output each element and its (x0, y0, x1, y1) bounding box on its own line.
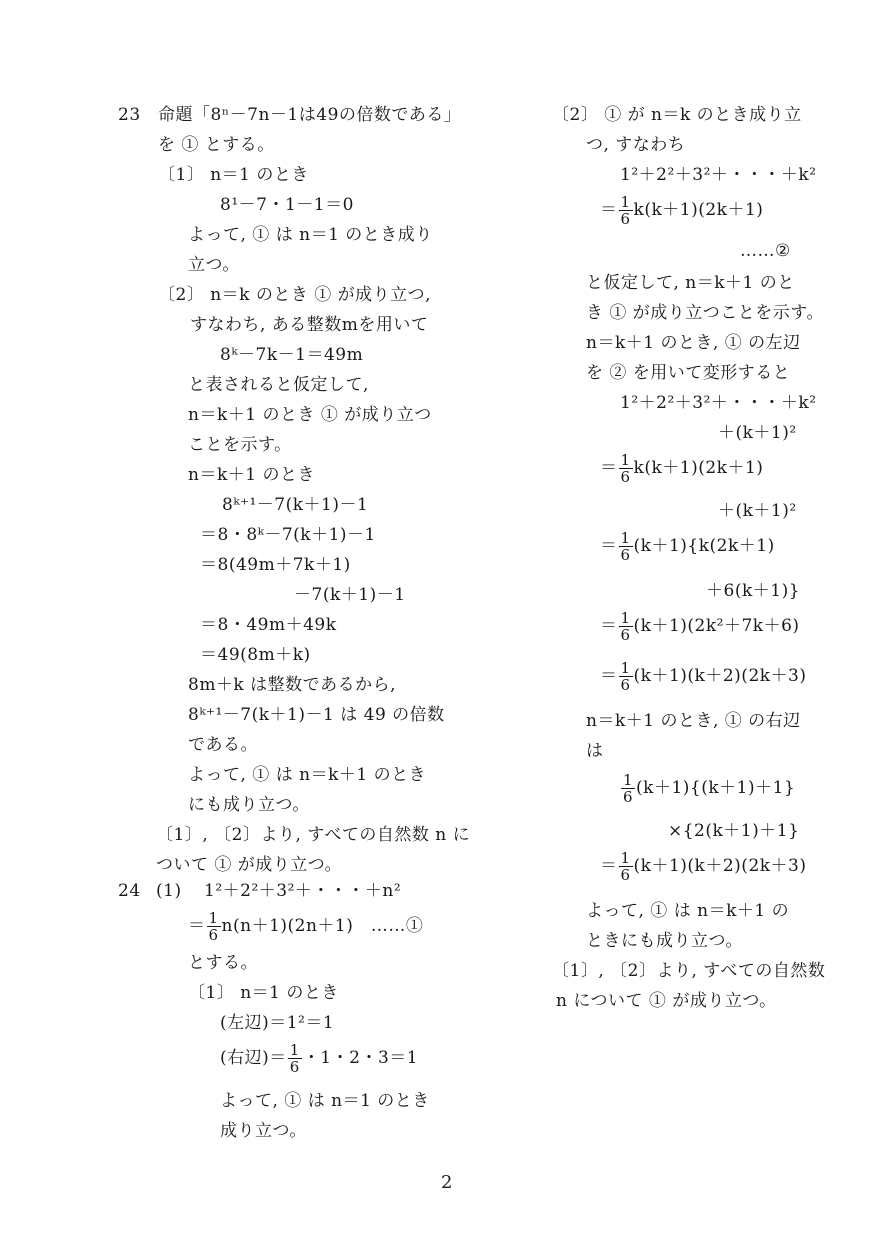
p23-line: 8ᵏ⁺¹－7(k＋1)－1 (222, 495, 369, 515)
p23-line: ＝8・49m＋49k (200, 615, 337, 635)
p24-line: (左辺)＝1²＝1 (220, 1013, 335, 1033)
p23-line: n＝k＋1 のとき (188, 465, 315, 485)
p23-line: ＝8・8ᵏ－7(k＋1)－1 (200, 525, 376, 545)
p23-line: である。 (188, 735, 258, 755)
p23-line: ＝8(49m＋7k＋1) (200, 555, 351, 575)
fraction-one-sixth: $\frac{1}{6}$ (289, 1041, 300, 1076)
p24r-line: ＋6(k＋1)} (706, 581, 801, 601)
fraction-one-sixth: $\frac{1}{6}$ (620, 451, 631, 486)
p24-line: ・1・2・3＝1 (302, 1048, 419, 1068)
p24r-frac-line (600, 194, 763, 227)
equals: ＝ (188, 916, 206, 936)
p24-line: とする。 (188, 953, 258, 973)
problem-24-number: 24 (118, 881, 141, 901)
fraction-one-sixth: $\frac{1}{6}$ (620, 849, 631, 884)
p24r-line: ＋(k＋1)² (718, 501, 797, 521)
fraction-one-sixth: $\frac{1}{6}$ (620, 529, 631, 564)
p24r-line: は (586, 741, 604, 761)
p24r-line: n について ① が成り立つ。 (556, 991, 777, 1011)
p24r-line: (k＋1)(k＋2)(2k＋3) (633, 856, 807, 876)
p24r-frac-line (600, 660, 807, 693)
p23-line: 〔1〕, 〔2〕より, すべての自然数 n に (156, 825, 471, 845)
fraction-one-sixth: $\frac{1}{6}$ (620, 609, 631, 644)
p24r-line: (k＋1){k(2k＋1) (633, 536, 775, 556)
p24r-line: k(k＋1)(2k＋1) (633, 458, 764, 478)
p23-line: 命題「8ⁿ－7n－1は49の倍数である」 (158, 105, 462, 125)
p24-part-label: (1) (156, 881, 182, 901)
p24r-line: 1²＋2²＋3²＋・・・＋k² (620, 165, 817, 185)
p23-line: すなわち, ある整数mを用いて (190, 315, 429, 335)
p24r-line: ときにも成り立つ。 (586, 931, 743, 951)
p24-line: n(n＋1)(2n＋1) ……① (221, 916, 424, 936)
p23-line: を ① とする。 (158, 135, 275, 155)
fraction-one-sixth: $\frac{1}{6}$ (620, 193, 631, 228)
p24r-line: ×{2(k＋1)＋1} (668, 821, 800, 841)
equals: ＝ (600, 666, 618, 686)
p23-line: ことを示す。 (188, 435, 292, 455)
p24r-line: き ① が成り立つことを示す。 (586, 303, 824, 323)
p24r-line: (k＋1){(k＋1)＋1} (636, 778, 796, 798)
p23-line: n＝k＋1 のとき ① が成り立つ (188, 405, 432, 425)
p23-line: よって, ① は n＝1 のとき成り (188, 225, 433, 245)
p23-line: 8m＋k は整数であるから, (188, 675, 397, 695)
p24r-line: 1²＋2²＋3²＋・・・＋k² (620, 393, 817, 413)
p24r-line: つ, すなわち (586, 135, 686, 155)
p24r-line: 〔2〕 ① が n＝k のとき成り立 (552, 105, 802, 125)
p24r-line: k(k＋1)(2k＋1) (633, 200, 764, 220)
page-number: 2 (441, 1172, 453, 1193)
problem-23-number: 23 (118, 105, 141, 125)
p24-line: 1²＋2²＋3²＋・・・＋n² (204, 881, 402, 901)
p24-frac-line (188, 910, 423, 943)
equals: ＝ (600, 200, 618, 220)
p23-line: 〔1〕 n＝1 のとき (158, 165, 309, 185)
p24-frac-line (220, 1042, 418, 1075)
equals: ＝ (600, 458, 618, 478)
p23-line: 立つ。 (188, 255, 240, 275)
p24r-line: ……② (740, 241, 791, 261)
equals: ＝ (600, 536, 618, 556)
p24r-frac-line (600, 452, 763, 485)
fraction-one-sixth: $\frac{1}{6}$ (623, 771, 634, 806)
p24r-line: ＋(k＋1)² (718, 423, 797, 443)
p24-line: 成り立つ。 (220, 1121, 307, 1141)
p24r-frac-line (600, 530, 775, 563)
p24r-line: (k＋1)(k＋2)(2k＋3) (633, 666, 807, 686)
right-side-label: (右辺)＝ (220, 1048, 287, 1068)
p24-line: 〔1〕 n＝1 のとき (188, 983, 339, 1003)
p23-line: ＝49(8m＋k) (200, 645, 311, 665)
p24r-line: n＝k＋1 のとき, ① の右辺 (586, 711, 801, 731)
fraction-one-sixth: $\frac{1}{6}$ (620, 659, 631, 694)
p23-line: よって, ① は n＝k＋1 のとき (188, 765, 427, 785)
p23-line: 〔2〕 n＝k のとき ① が成り立つ, (158, 285, 432, 305)
p24r-frac-line (620, 772, 795, 805)
p23-line: 8ᵏ－7k－1＝49m (220, 345, 364, 365)
p23-line: －7(k＋1)－1 (294, 585, 406, 605)
p23-line: ついて ① が成り立つ。 (156, 855, 343, 875)
p24r-line: を ② を用いて変形すると (586, 363, 791, 383)
p24r-line: (k＋1)(2k²＋7k＋6) (633, 616, 800, 636)
p24r-line: よって, ① は n＝k＋1 の (586, 901, 790, 921)
p24r-line: と仮定して, n＝k＋1 のと (586, 273, 795, 293)
fraction-one-sixth: $\frac{1}{6}$ (208, 909, 219, 944)
p23-line: と表されると仮定して, (188, 375, 369, 395)
p24r-frac-line (600, 850, 807, 883)
p24r-line: 〔1〕, 〔2〕より, すべての自然数 (552, 961, 826, 981)
p24-line: よって, ① は n＝1 のとき (220, 1091, 430, 1111)
equals: ＝ (600, 616, 618, 636)
p23-line: 8ᵏ⁺¹－7(k＋1)－1 は 49 の倍数 (188, 705, 445, 725)
equals: ＝ (600, 856, 618, 876)
p23-line: 8¹－7・1－1＝0 (220, 195, 354, 215)
p23-line: にも成り立つ。 (188, 795, 310, 815)
p24r-line: n＝k＋1 のとき, ① の左辺 (586, 333, 801, 353)
p24r-frac-line (600, 610, 800, 643)
